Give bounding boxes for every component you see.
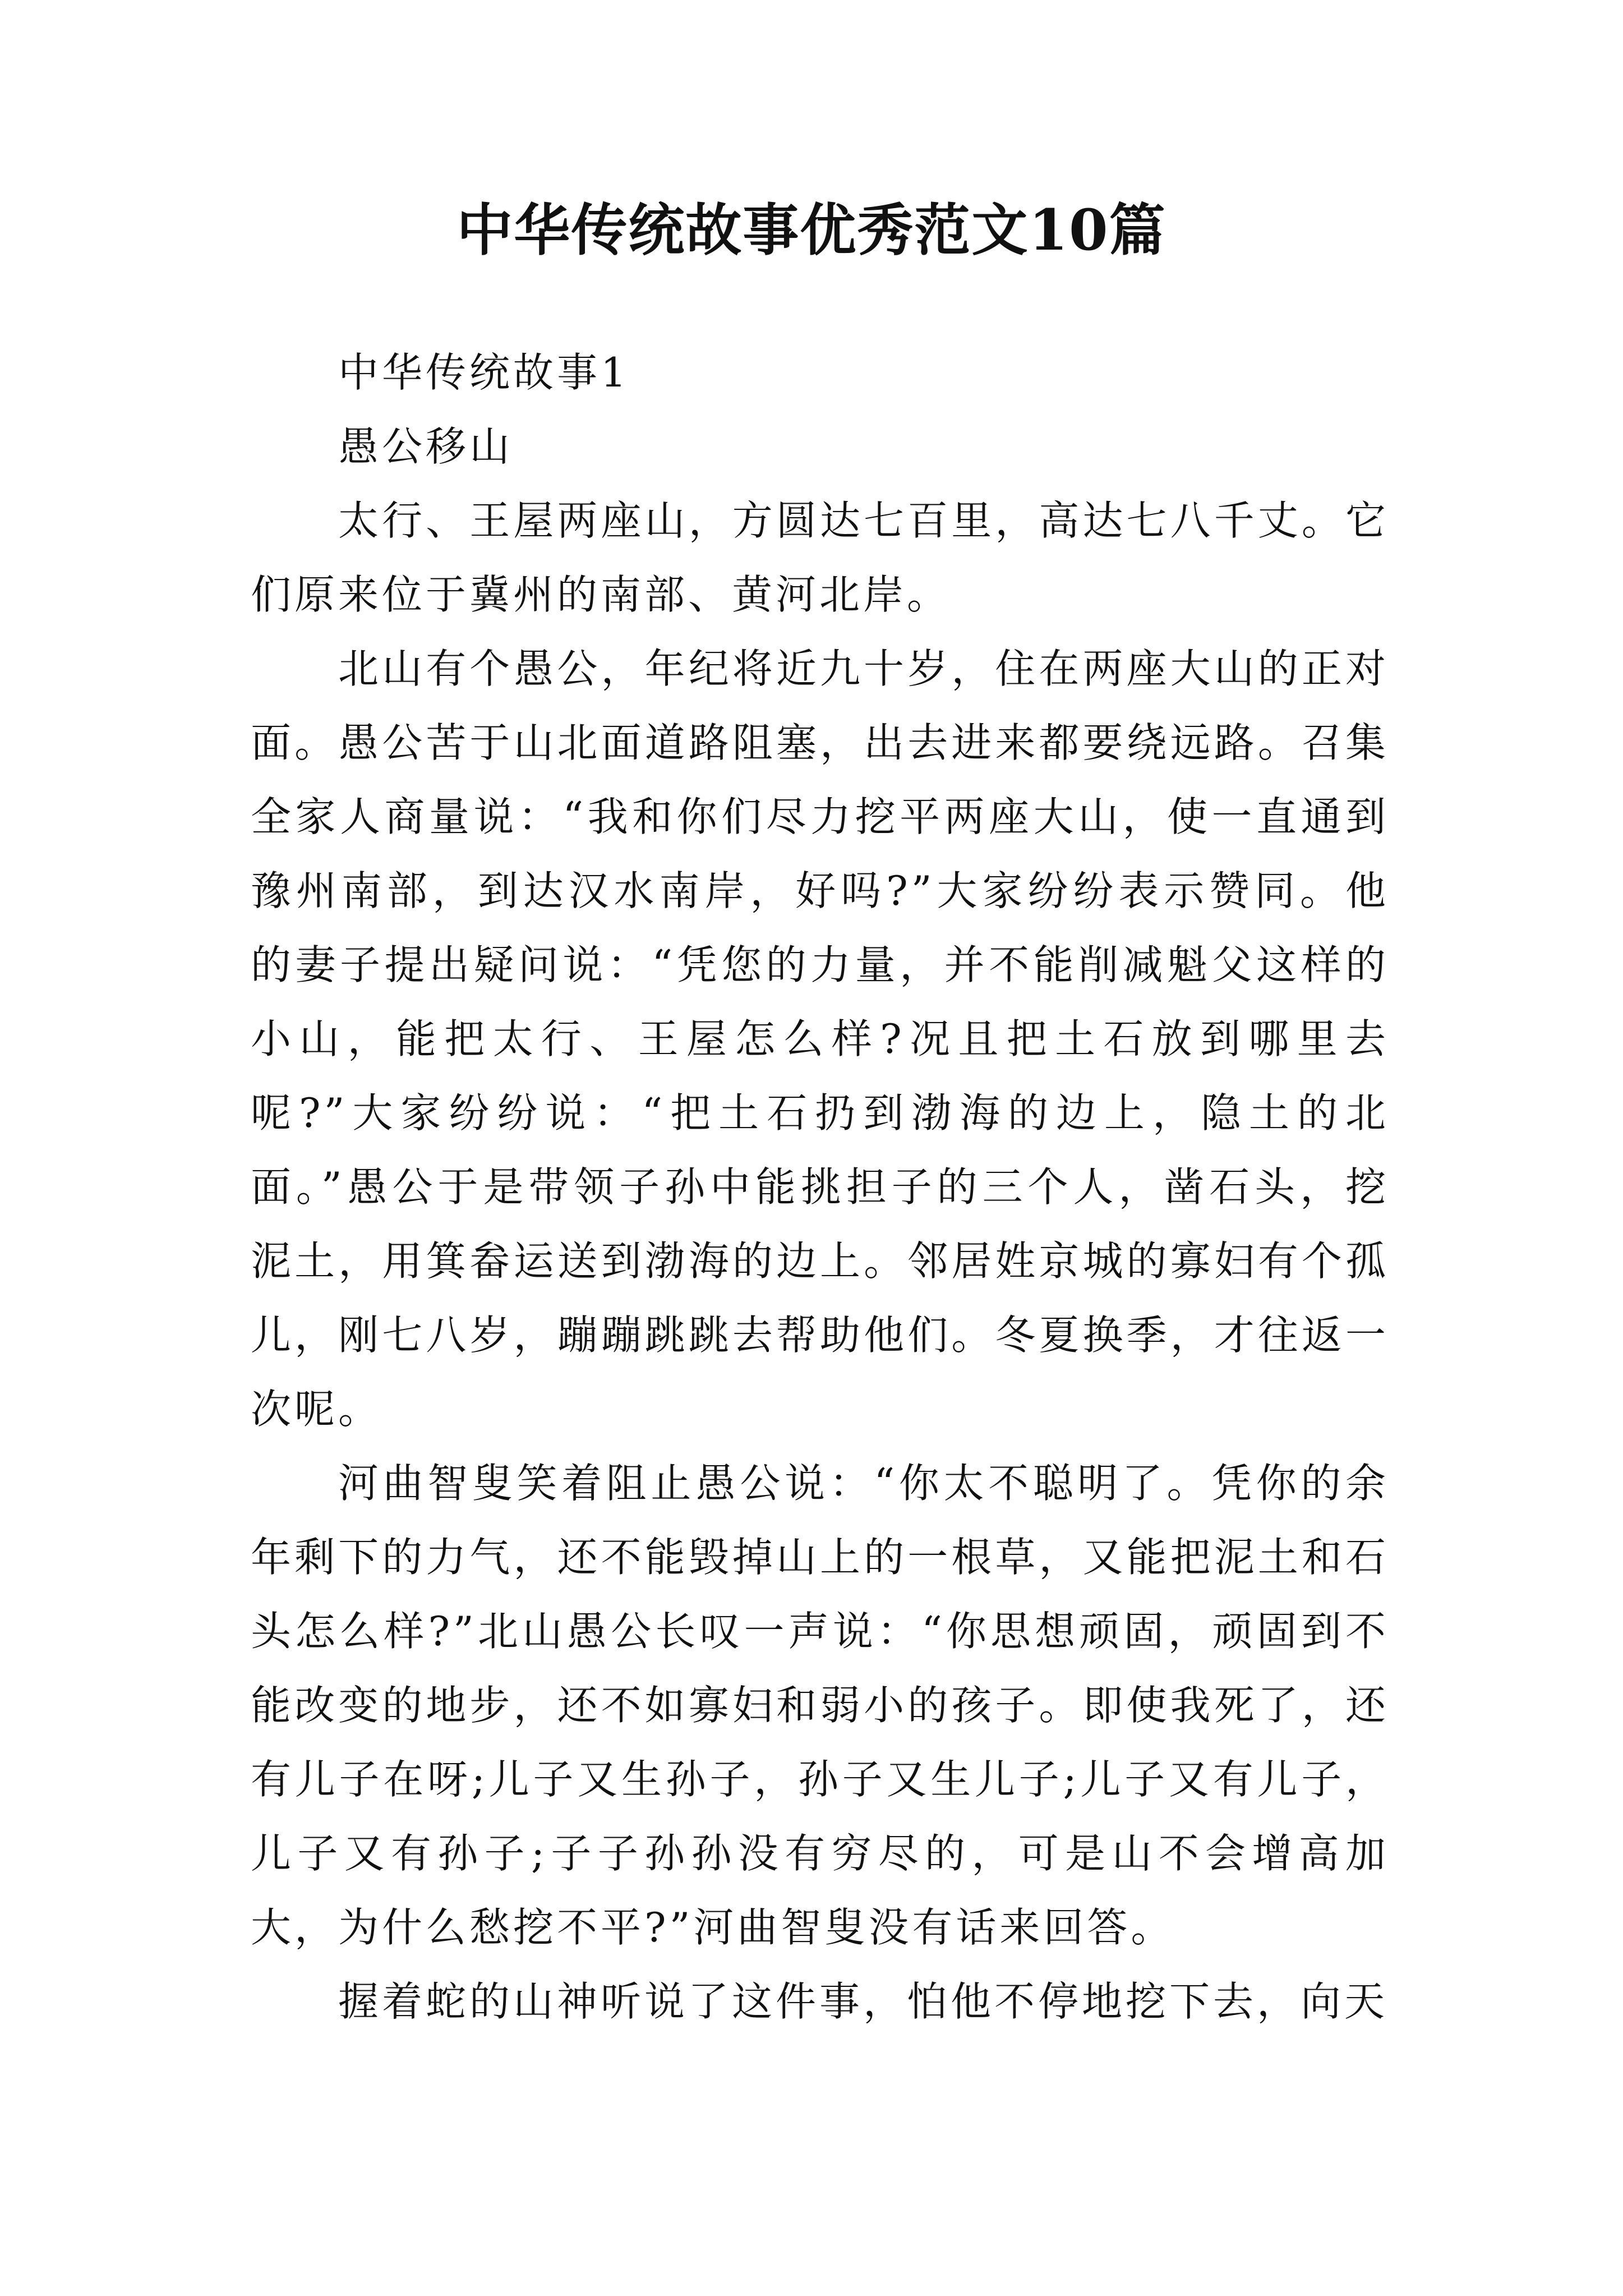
body-paragraph: 北山有个愚公，年纪将近九十岁，住在两座大山的正对面。愚公苦于山北面道路阻塞，出去进来都要绕远路。召集全家人商量说：“我和你们尽力挖平两座大山，使一直通到豫州南部，到达汉水南岸，好吗?”大家纷纷表示赞同。他的妻子提出疑问说：“凭您的力量，并不能削减魁父这样的小山，能把太行、王屋怎么样?况且把土石放到哪里去呢?”大家纷纷说：“把土石扔到渤海的边上，隐土的北面。”愚公于是带领子孙中能挑担子的三个人，凿石头，挖泥土，用箕畚运送到渤海的边上。邻居姓京城的寡妇有个孤儿，刚七八岁，蹦蹦跳跳去帮助他们。冬夏换季，才往返一次呢。 (251, 645, 1389, 1433)
body-paragraph: 河曲智叟笑着阻止愚公说：“你太不聪明了。凭你的余年剩下的力气，还不能毁掉山上的一根草，又能把泥土和石头怎么样?”北山愚公长叹一声说：“你思想顽固，顽固到不能改变的地步，还不如寡妇和弱小的孩子。即使我死了，还有儿子在呀;儿子又生孙子，孙子又生儿子;儿子又有儿子，儿子又有孙子;子子孙孙没有穷尽的，可是山不会增高加大，为什么愁挖不平?”河曲智叟没有话来回答。 (251, 1460, 1389, 1951)
body-paragraph: 握着蛇的山神听说了这件事，怕他不停地挖下去，向天 (338, 1978, 1389, 2025)
section-heading: 中华传统故事1 (338, 349, 630, 396)
body-paragraph: 太行、王屋两座山，方圆达七百里，高达七八千丈。它们原来位于冀州的南部、黄河北岸。 (251, 497, 1389, 618)
document-body (251, 335, 1389, 2039)
story-title: 愚公移山 (338, 423, 514, 470)
document-title: 中华传统故事优秀范文10篇 (457, 197, 1166, 263)
